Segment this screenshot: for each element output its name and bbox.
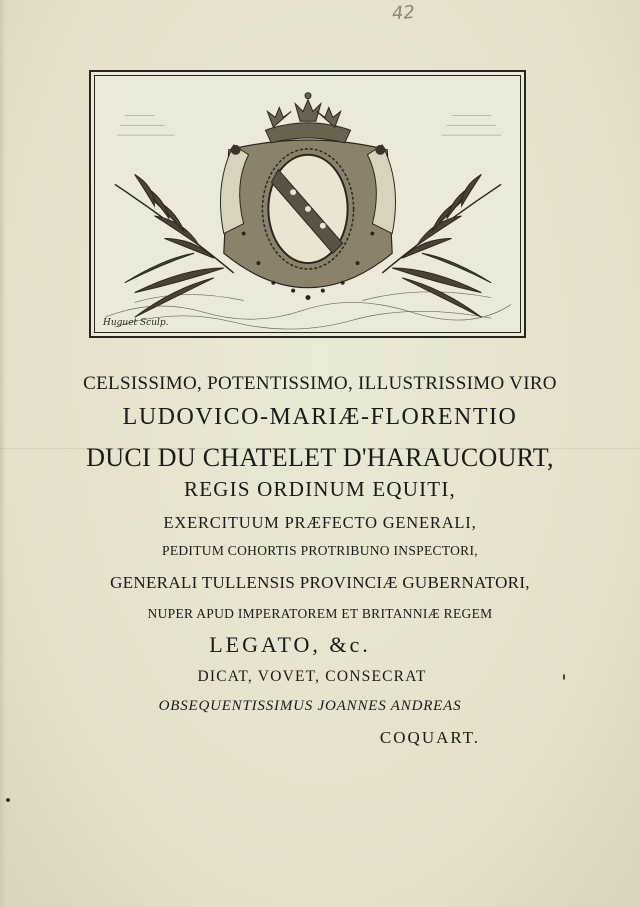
ink-speck xyxy=(563,674,565,680)
dedication-line-9: LEGATO, &c. xyxy=(209,632,371,657)
dedication-line-4: REGIS ORDINUM EQUITI, xyxy=(184,477,456,501)
dedication-line-12: COQUART. xyxy=(379,728,481,747)
dedication-line-1: CELSISSIMO, POTENTISSIMO, ILLUSTRISSIMO VIRO xyxy=(83,373,557,394)
ducal-crown xyxy=(265,93,350,143)
dedication-line-6: PEDITUM COHORTIS PROTRIBUNO INSPECTORI, xyxy=(162,543,478,558)
dedication-line-10: DICAT, VOVET, CONSECRAT xyxy=(197,668,427,685)
coat-of-arms-illustration xyxy=(95,76,520,332)
engraving-frame xyxy=(94,75,521,333)
folio-number: 42 xyxy=(391,1,416,25)
dedication-line-11: OBSEQUENTISSIMUS JOANNES ANDREAS xyxy=(158,698,462,714)
dedication-line-8: NUPER APUD IMPERATOREM ET BRITANNIÆ REGEM xyxy=(147,606,493,621)
engraver-signature: Huguet Sculp. xyxy=(103,318,169,328)
dedication-line-5: EXERCITUUM PRÆFECTO GENERALI, xyxy=(163,513,477,532)
ink-speck xyxy=(6,798,10,802)
engraved-coat-of-arms xyxy=(89,70,526,338)
dedication-line-3: DUCI DU CHATELET D'HARAUCOURT, xyxy=(86,443,554,472)
dedication-line-7: GENERALI TULLENSIS PROVINCIÆ GUBERNATORI, xyxy=(110,573,530,592)
dedication-line-2: LUDOVICO-MARIÆ-FLORENTIO xyxy=(122,404,518,430)
